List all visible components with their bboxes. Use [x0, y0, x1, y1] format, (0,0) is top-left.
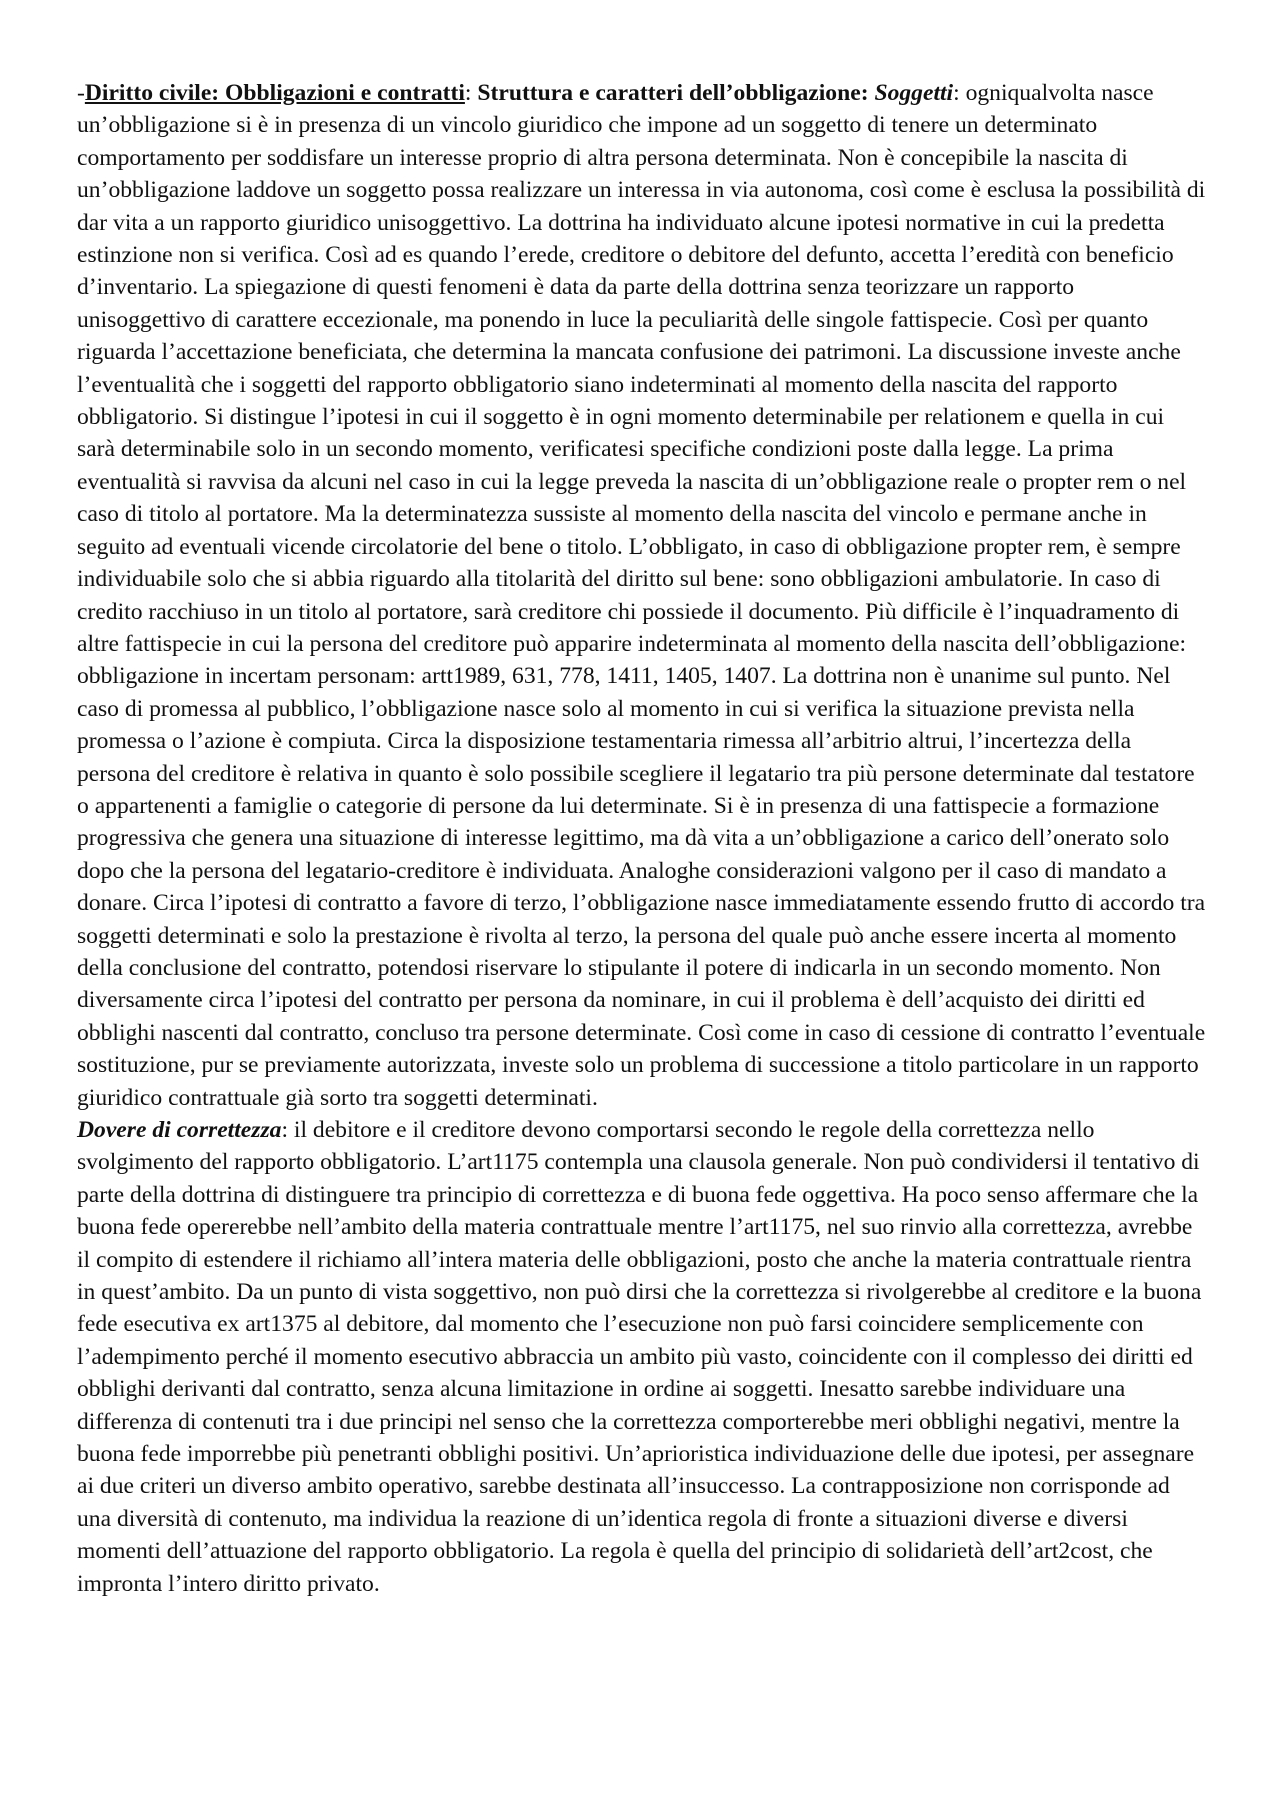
document-page [77, 77, 1207, 1600]
body-soggetti: : ogniqualvolta nasce un’obbligazione si è in presenza di un vincolo giuridico che impone ad un soggetto di tenere un determinato comportamento per soddisfare un interesse proprio di altra persona determinata. Non è concepibile la nascita di un’obbligazione laddove un soggetto possa realizzare un interessa in via autonoma, così come è esclusa la possibilità di dar vita a un rapporto giuridico unisoggettivo. La dottrina ha individuato alcune ipotesi normative in cui la predetta estinzione non si verifica. Così ad es quando l’erede, creditore o debitore del defunto, accetta l’eredità con beneficio d’inventario. La spiegazione di questi fenomeni è data da parte della dottrina senza teorizzare un rapporto unisoggettivo di carattere eccezionale, ma ponendo in luce la peculiarità delle singole fattispecie. Così per quanto riguarda l’accettazione beneficiata, che determina la mancata confusione dei patrimoni. La discussione investe anche l’eventualità che i soggetti del rapporto obbligatorio siano indeterminati al momento della nascita del rapporto obbligatorio. Si distingue l’ipotesi in cui il soggetto è in ogni momento determinabile per relationem e quella in cui sarà determinabile solo in un secondo momento, verificatesi specifiche condizioni poste dalla legge. La prima eventualità si ravvisa da alcuni nel caso in cui la legge preveda la nascita di un’obbligazione reale o propter rem o nel caso di titolo al portatore. Ma la determinatezza sussiste al momento della nascita del vincolo e permane anche in seguito ad eventuali vicende circolatorie del bene o titolo. L’obbligato, in caso di obbligazione propter rem, è sempre individuabile solo che si abbia riguardo alla titolarità del diritto sul bene: sono obbligazioni ambulatorie. In caso di credito racchiuso in un titolo al portatore, sarà creditore chi possiede il documento. Più difficile è l’inquadramento di altre fattispecie in cui la persona del creditore può apparire indeterminata al momento della nascita dell’obbligazione: obbligazione in incertam personam: artt1989, 631, 778, 1411, 1405, 1407. La dottrina non è unanime sul punto. Nel caso di promessa al pubblico, l’obbligazione nasce solo al momento in cui si verifica la situazione prevista nella promessa o l’azione è compiuta. Circa la disposizione testamentaria rimessa all’arbitrio altrui, l’incertezza della persona del creditore è relativa in quanto è solo possibile scegliere il legatario tra più persone determinate dal testatore o appartenenti a famiglie o categorie di persone da lui determinate. Si è in presenza di una fattispecie a formazione progressiva che genera una situazione di interesse legittimo, ma dà vita a un’obbligazione a carico dell’onerato solo dopo che la persona del legatario-creditore è individuata. Analoghe considerazioni valgono per il caso di mandato a donare. Circa l’ipotesi di contratto a favore di terzo, l’obbligazione nasce immediatamente essendo frutto di accordo tra soggetti determinati e solo la prestazione è rivolta al terzo, la persona del quale può anche essere incerta al momento della conclusione del contratto, potendosi riservare lo stipulante il potere di indicarla in un secondo momento. Non diversamente circa l’ipotesi del contratto per persona da nominare, in cui il problema è dell’acquisto dei diritti ed obblighi nascenti dal contratto, concluso tra persone determinate. Così come in caso di cessione di contratto l’eventuale sostituzione, pur se previamente autorizzata, investe solo un problema di successione a titolo particolare in un rapporto giuridico contrattuale già sorto tra soggetti determinati. [77, 80, 1206, 1111]
body-dovere-di-correttezza: : il debitore e il creditore devono comportarsi secondo le regole della correttezza nello svolgimento del rapporto obbligatorio. L’art1175 contempla una clausola generale. Non può condividersi il tentativo di parte della dottrina di distinguere tra principio di correttezza e di buona fede oggettiva. Ha poco senso affermare che la buona fede opererebbe nell’ambito della materia contrattuale mentre l’art1175, nel suo rinvio alla correttezza, avrebbe il compito di estendere il richiamo all’intera materia delle obbligazioni, posto che anche la materia contrattuale rientra in quest’ambito. Da un punto di vista soggettivo, non può dirsi che la correttezza si rivolgerebbe al creditore e la buona fede esecutiva ex art1375 al debitore, dal momento che l’esecuzione non può farsi coincidere semplicemente con l’adempimento perché il momento esecutivo abbraccia un ambito più vasto, coincidente con il complesso dei diritti ed obblighi derivanti dal contratto, senza alcuna limitazione in ordine ai soggetti. Inesatto sarebbe individuare una differenza di contenuti tra i due principi nel senso che la correttezza comporterebbe meri obblighi negativi, mentre la buona fede imporrebbe più penetranti obblighi positivi. Un’aprioristica individuazione delle due ipotesi, per assegnare ai due criteri un diverso ambito operativo, sarebbe destinata all’insuccesso. La contrapposizione non corrisponde ad una diversità di contenuto, ma individua la reazione di un’identica regola di fronte a situazioni diverse e diversi momenti dell’attuazione del rapporto obbligatorio. La regola è quella del principio di solidarietà dell’art2cost, che impronta l’intero diritto privato. [77, 1117, 1202, 1597]
topic-soggetti: Soggetti [874, 80, 954, 106]
paragraph-soggetti [77, 77, 1207, 1114]
subheading: Struttura e caratteri dell’obbligazione: [477, 80, 875, 106]
heading-colon: : [464, 80, 478, 106]
section-heading: Diritto civile: Obbligazioni e contratti [84, 80, 465, 106]
topic-dovere-di-correttezza: Dovere di correttezza [77, 1117, 282, 1143]
lead-dash: - [77, 80, 85, 106]
paragraph-dovere-di-correttezza [77, 1114, 1207, 1600]
